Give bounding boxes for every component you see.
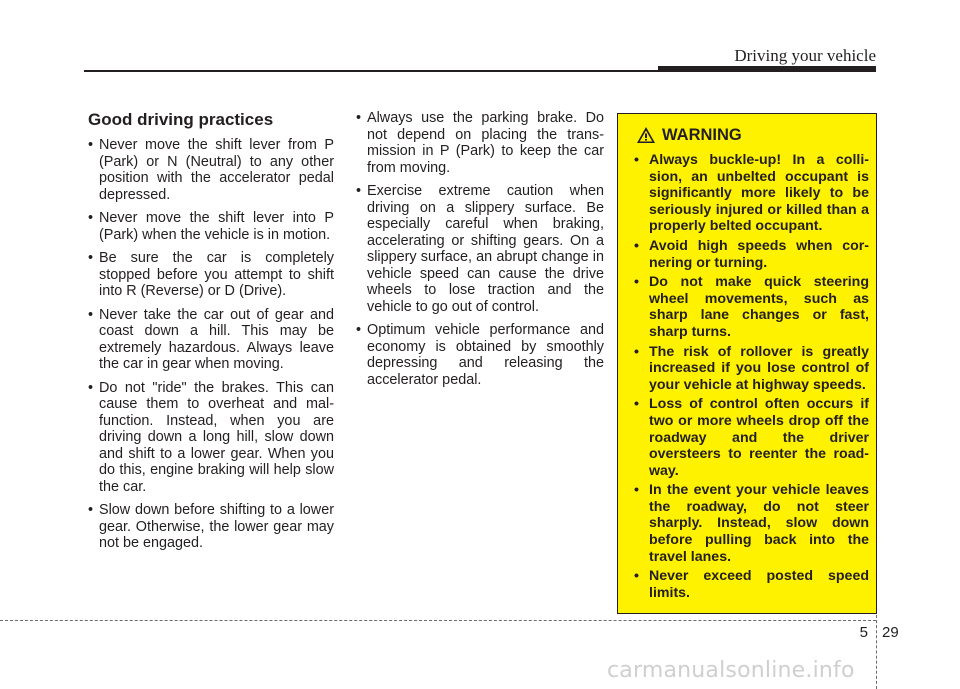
bullet-icon: • xyxy=(356,110,362,126)
list-item: • Never move the shift lever into P (Park) when the vehicle is in motion. xyxy=(88,210,334,243)
bullet-icon: • xyxy=(88,250,94,266)
warning-item: • Do not make quick steering wheel movements, such as sharp lane changes or fast, sharp turns. xyxy=(634,274,869,340)
warning-list xyxy=(634,152,869,604)
bullet-icon: • xyxy=(634,237,639,254)
section-heading: Good driving practices xyxy=(88,110,274,129)
footer-dashed-divider xyxy=(876,615,877,689)
watermark: carmanualsonline.info xyxy=(607,658,855,683)
warning-item: • In the event your vehicle leaves the roadway, do not steer sharply. Instead, slow down before pulling back into the travel lanes. xyxy=(634,482,869,565)
bullet-icon: • xyxy=(88,306,94,323)
bullet-icon: • xyxy=(634,568,639,585)
warning-item: • Avoid high speeds when cor-nering or turning. xyxy=(634,237,869,271)
warning-box xyxy=(617,113,877,614)
left-bullet-list xyxy=(88,137,334,552)
bullet-icon: • xyxy=(356,183,362,199)
warning-item: • Never exceed posted speed limits. xyxy=(634,568,869,601)
list-item: • Be sure the car is completely stopped before you attempt to shift into R (Reverse) or D (Drive). xyxy=(88,250,334,299)
warning-title: WARNING xyxy=(662,125,742,144)
warning-item: • The risk of rollover is greatly increased if you lose control of your vehicle at highway speeds. xyxy=(634,343,869,393)
warning-header xyxy=(636,124,742,146)
middle-column xyxy=(356,110,604,395)
bullet-icon: • xyxy=(88,210,94,226)
list-item: • Never take the car out of gear and coast down a hill. This may be extremely hazardous. Always leave the car in gear when moving. xyxy=(88,306,334,372)
left-column xyxy=(88,110,334,559)
list-item: • Never move the shift lever from P (Park) or N (Neutral) to any other position with the accelerator pedal depressed. xyxy=(88,137,334,203)
middle-bullet-list xyxy=(356,110,604,388)
list-item: • Always use the parking brake. Do not depend on placing the trans-mission in P (Park) to keep the car from moving. xyxy=(356,110,604,176)
bullet-icon: • xyxy=(88,379,94,396)
bullet-icon: • xyxy=(356,322,362,338)
list-item: • Optimum vehicle performance and economy is obtained by smoothly depressing and releasing the accelerator pedal. xyxy=(356,322,604,388)
section-title: Driving your vehicle xyxy=(734,46,876,65)
bullet-icon: • xyxy=(634,274,639,291)
list-item: • Exercise extreme caution when driving on a slippery surface. Be especially careful when braking, accelerating or shifting gears. On a slippery surface, an abrupt change in vehicle speed can cause the drive wheels to lose traction and the vehicle to go out of control. xyxy=(356,183,604,315)
list-item: • Do not "ride" the brakes. This can cause them to overheat and mal-function. Instead, when you are driving down a long hill, slow down and shift to a lower gear. When you do this, engine braking will help slow the car. xyxy=(88,379,334,495)
bullet-icon: • xyxy=(88,502,94,518)
footer-dashed-rule xyxy=(0,620,876,621)
warning-triangle-icon xyxy=(636,126,656,144)
chapter-number: 5 xyxy=(859,624,868,641)
header-bar xyxy=(658,66,876,72)
bullet-icon: • xyxy=(634,152,639,168)
bullet-icon: • xyxy=(634,343,639,360)
page-number: 29 xyxy=(882,624,899,641)
bullet-icon: • xyxy=(634,482,639,499)
bullet-icon: • xyxy=(634,396,639,413)
header-rule xyxy=(84,70,658,72)
bullet-icon: • xyxy=(88,137,94,153)
warning-item: • Always buckle-up! In a colli-sion, an unbelted occupant is significantly more likely to be seriously injured or killed than a properly belted occupant. xyxy=(634,152,869,235)
warning-item: • Loss of control often occurs if two or more wheels drop off the roadway and the driver oversteers to reenter the road-way. xyxy=(634,396,869,479)
list-item: • Slow down before shifting to a lower gear. Otherwise, the lower gear may not be engaged. xyxy=(88,502,334,551)
